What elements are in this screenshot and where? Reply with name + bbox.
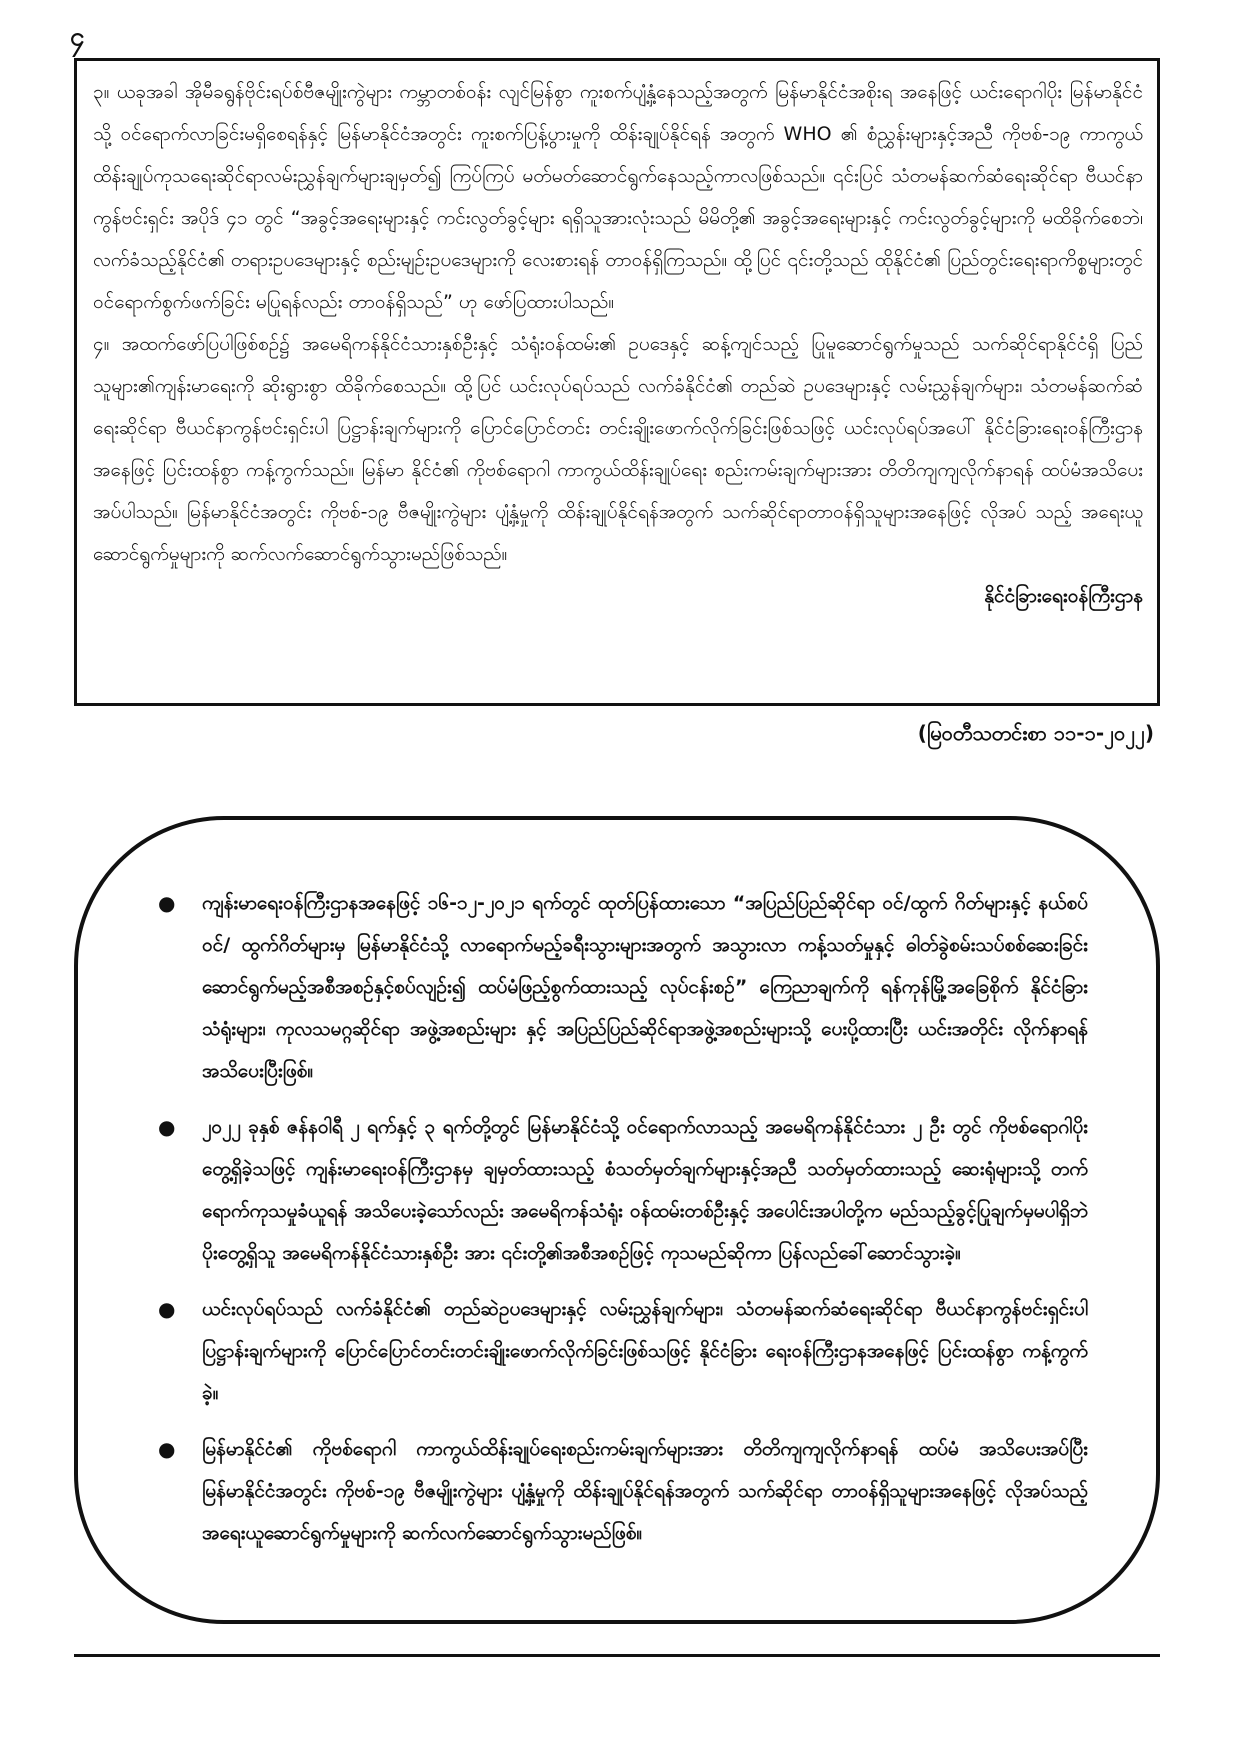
page-number: ၄: [70, 22, 85, 52]
summary-item-text: ယင်းလုပ်ရပ်သည် လက်ခံနိုင်ငံ၏ တည်ဆဲဥပဒေများနှင့် လမ်းညွှန်ချက်များ၊ သံတမန်ဆက်ဆံရေးဆိုင်ရာ ဗီယင်နာကွန်ဗင်းရှင်းပါ ပြဋ္ဌာန်းချက်များကို ပြောင်ပြောင်တင်းတင်းချိုးဖောက်လိုက်ခြင်းဖြစ်သဖြင့် နိုင်ငံခြား ရေးဝန်ကြီးဌာနအနေဖြင့် ပြင်းထန်စွာ ကန့်ကွက်ခဲ့။: [202, 1298, 1088, 1404]
summary-item: [158, 1428, 1088, 1554]
summary-item-text: မြန်မာနိုင်ငံ၏ ကိုဗစ်ရောဂါ ကာကွယ်ထိန်းချုပ်ရေးစည်းကမ်းချက်များအား တိတိကျကျလိုက်နာရန် ထပ်မံ အသိပေးအပ်ပြီး မြန်မာနိုင်ငံအတွင်း ကိုဗစ်-၁၉ ဗီဇမျိုးကွဲများ ပျံ့နှံ့မှုကို ထိန်းချုပ်နိုင်ရန်အတွက် သက်ဆိုင်ရာ တာဝန်ရှိသူများအနေဖြင့် လိုအပ်သည့် အရေးယူဆောင်ရွက်မှုများကို ဆက်လက်ဆောင်ရွက်သွားမည်ဖြစ်။: [202, 1438, 1088, 1544]
bullet-icon: ●: [158, 1437, 176, 1461]
statement-signature: နိုင်ငံခြားရေးဝန်ကြီးဌာန: [984, 585, 1143, 607]
summary-item: [158, 1106, 1088, 1274]
bullet-icon: ●: [158, 1297, 176, 1321]
statement-paragraph-4: ၄။ အထက်ဖော်ပြပါဖြစ်စဉ်၌ အမေရိကန်နိုင်ငံသားနှစ်ဦးနှင့် သံရုံးဝန်ထမ်း၏ ဥပဒေနှင့် ဆန့်ကျင်သည့် ပြုမူဆောင်ရွက်မှုသည် သက်ဆိုင်ရာနိုင်ငံရှိ ပြည်သူများ၏ကျန်းမာရေးကို ဆိုးရွားစွာ ထိခိုက်စေသည်။ ထို့ပြင် ယင်းလုပ်ရပ်သည် လက်ခံနိုင်ငံ၏ တည်ဆဲ ဥပဒေများနှင့် လမ်းညွှန်ချက်များ၊ သံတမန်ဆက်ဆံရေးဆိုင်ရာ ဗီယင်နာကွန်ဗင်းရှင်းပါ ပြဋ္ဌာန်းချက်များကို ပြောင်ပြောင်တင်း တင်းချိုးဖောက်လိုက်ခြင်းဖြစ်သဖြင့် ယင်းလုပ်ရပ်အပေါ် နိုင်ငံခြားရေးဝန်ကြီးဌာနအနေဖြင့် ပြင်းထန်စွာ ကန့်ကွက်သည်။ မြန်မာ နိုင်ငံ၏ ကိုဗစ်ရောဂါ ကာကွယ်ထိန်းချုပ်ရေး စည်းကမ်းချက်များအား တိတိကျကျလိုက်နာရန် ထပ်မံအသိပေးအပ်ပါသည်။ မြန်မာနိုင်ငံအတွင်း ကိုဗစ်-၁၉ ဗီဇမျိုးကွဲများ ပျံ့နှံ့မှုကို ထိန်းချုပ်နိုင်ရန်အတွက် သက်ဆိုင်ရာတာဝန်ရှိသူများအနေဖြင့် လိုအပ် သည့် အရေးယူဆောင်ရွက်မှုများကို ဆက်လက်ဆောင်ရွက်သွားမည်ဖြစ်သည်။: [93, 333, 1143, 565]
bullet-icon: ●: [158, 891, 176, 915]
source-note: (မြဝတီသတင်းစာ ၁၁-၁-၂၀၂၂): [917, 721, 1154, 745]
summary-item: [158, 1288, 1088, 1414]
bottom-rule: [74, 1654, 1160, 1657]
summary-item-text: ကျန်းမာရေးဝန်ကြီးဌာနအနေဖြင့် ၁၆-၁၂-၂၀၂၁ ရက်တွင် ထုတ်ပြန်ထားသော “အပြည်ပြည်ဆိုင်ရာ ဝင်/ထွက် ဂိတ်များနှင့် နယ်စပ်ဝင်/ ထွက်ဂိတ်များမှ မြန်မာနိုင်ငံသို့ လာရောက်မည့်ခရီးသွားများအတွက် အသွားလာ ကန့်သတ်မှုနှင့် ဓါတ်ခွဲစမ်းသပ်စစ်ဆေးခြင်းဆောင်ရွက်မည့်အစီအစဉ်နှင့်စပ်လျဉ်း၍ ထပ်မံဖြည့်စွက်ထားသည့် လုပ်ငန်းစဉ်” ကြေညာချက်ကို ရန်ကုန်မြို့အခြေစိုက် နိုင်ငံခြားသံရုံးများ၊ ကုလသမဂ္ဂဆိုင်ရာ အဖွဲ့အစည်းများ နှင့် အပြည်ပြည်ဆိုင်ရာအဖွဲ့အစည်းများသို့ ပေးပို့ထားပြီး ယင်းအတိုင်း လိုက်နာရန် အသိပေးပြီးဖြစ်။: [202, 892, 1088, 1082]
statement-paragraph-3: ၃။ ယခုအခါ အိုမီခရွန်ဗိုင်းရပ်စ်ဗီဇမျိုးကွဲများ ကမ္ဘာတစ်ဝန်း လျင်မြန်စွာ ကူးစက်ပျံ့နှံ့နေသည့်အတွက် မြန်မာနိုင်ငံအစိုးရ အနေဖြင့် ယင်းရောဂါပိုး မြန်မာနိုင်ငံသို့ ဝင်ရောက်လာခြင်းမရှိစေရန်နှင့် မြန်မာနိုင်ငံအတွင်း ကူးစက်ပြန့်ပွားမှုကို ထိန်းချုပ်နိုင်ရန် အတွက် WHO ၏ စံညွှန်းများနှင့်အညီ ကိုဗစ်-၁၉ ကာကွယ် ထိန်းချုပ်ကုသရေးဆိုင်ရာလမ်းညွှန်ချက်များချမှတ်၍ ကြပ်ကြပ် မတ်မတ်ဆောင်ရွက်နေသည့်ကာလဖြစ်သည်။ ၎င်းပြင် သံတမန်ဆက်ဆံရေးဆိုင်ရာ ဗီယင်နာကွန်ဗင်းရှင်း အပိုဒ် ၄၁ တွင် “အခွင့်အရေးများနှင့် ကင်းလွတ်ခွင့်များ ရရှိသူအားလုံးသည် မိမိတို့၏ အခွင့်အရေးများနှင့် ကင်းလွတ်ခွင့်များကို မထိခိုက်စေဘဲ၊ လက်ခံသည့်နိုင်ငံ၏ တရားဥပဒေများနှင့် စည်းမျဉ်းဥပဒေများကို လေးစားရန် တာဝန်ရှိကြသည်။ ထို့ပြင် ၎င်းတို့သည် ထိုနိုင်ငံ၏ ပြည်တွင်းရေးရာကိစ္စများတွင် ဝင်ရောက်စွက်ဖက်ခြင်း မပြုရန်လည်း တာဝန်ရှိသည်” ဟု ဖော်ပြထားပါသည်။: [93, 81, 1143, 313]
statement-box: [74, 58, 1160, 706]
bullet-icon: ●: [158, 1115, 176, 1139]
summary-item-text: ၂၀၂၂ ခုနှစ် ဇန်နဝါရီ ၂ ရက်နှင့် ၃ ရက်တို့တွင် မြန်မာနိုင်ငံသို့ ဝင်ရောက်လာသည့် အမေရိကန်နိုင်ငံသား ၂ ဦး တွင် ကိုဗစ်ရောဂါပိုးတွေ့ရှိခဲ့သဖြင့် ကျန်းမာရေးဝန်ကြီးဌာနမှ ချမှတ်ထားသည့် စံသတ်မှတ်ချက်များနှင့်အညီ သတ်မှတ်ထားသည့် ဆေးရုံများသို့ တက်ရောက်ကုသမှုခံယူရန် အသိပေးခဲ့သော်လည်း အမေရိကန်သံရုံး ဝန်ထမ်းတစ်ဦးနှင့် အပေါင်းအပါတို့က မည်သည့်ခွင့်ပြုချက်မှမပါရှိဘဲ ပိုးတွေ့ရှိသူ အမေရိကန်နိုင်ငံသားနှစ်ဦး အား ၎င်းတို့၏အစီအစဉ်ဖြင့် ကုသမည်ဆိုကာ ပြန်လည်ခေါ်ဆောင်သွားခဲ့။: [202, 1116, 1088, 1264]
summary-list: [158, 882, 1088, 1554]
summary-box: [74, 816, 1160, 1624]
summary-item: [158, 882, 1088, 1092]
